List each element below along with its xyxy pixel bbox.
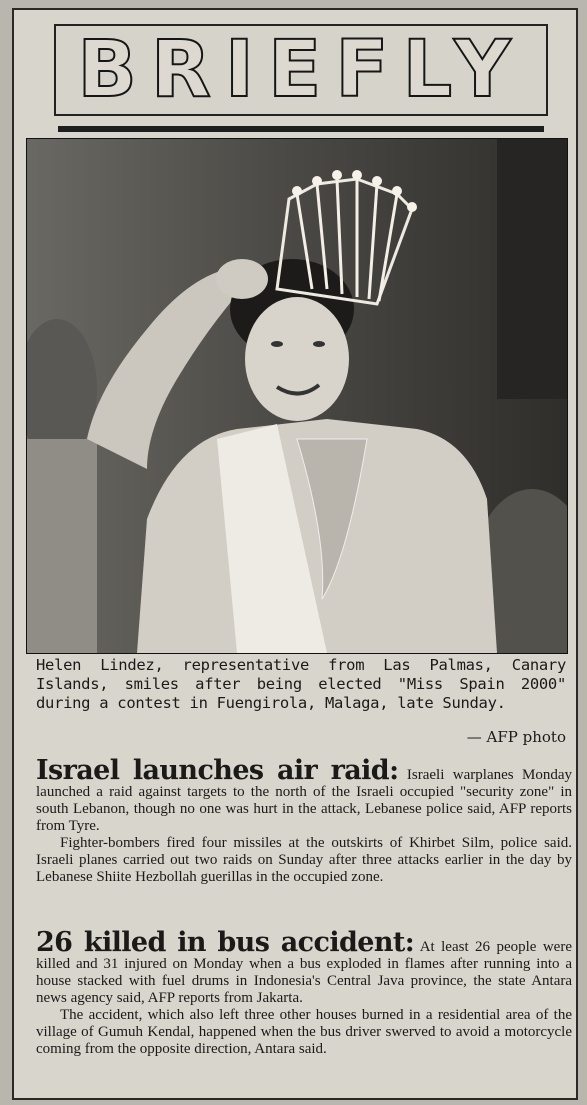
story-body: Fighter-bombers fired four missiles at the outskirts of Khirbet Silm, police said. Israeli planes carried out two raids on Sunday after three attacks earlier in the day by Lebanese Shiite Hezbollah guerillas in the occupied zone.	[36, 835, 572, 885]
story-headline: Israel launches air raid:	[36, 755, 399, 786]
news-clipping	[12, 8, 578, 1100]
masthead-title: BRIEFLY	[77, 25, 525, 115]
photo-illustration	[27, 139, 567, 653]
story-bus-accident	[36, 927, 572, 1058]
story-lead: At least 26 people were killed and 31 injured on Monday when a bus exploded in flames after running into a house stacked with fuel drums in Indonesia's Central Java province, the state Antara news agency said, AFP reports from Jakarta.	[36, 939, 572, 1006]
story-body: The accident, which also left three other houses burned in a residential area of the village of Gumuh Kendal, happened when the bus driver swerved to avoid a motorcycle coming from the opposite direction, Antara said.	[36, 1007, 572, 1057]
masthead-rule	[58, 126, 544, 132]
photo-credit: — AFP photo	[466, 728, 566, 746]
story-israel-air-raid	[36, 755, 573, 886]
story-lead: Israeli warplanes Monday launched a raid against targets to the north of the Israeli occupied "security zone" in south Lebanon, though no one was hurt in the attack, Lebanese police said, AFP reports from Tyre.	[36, 767, 573, 834]
news-photo	[26, 138, 568, 654]
photo-caption: Helen Lindez, representative from Las Palmas, Canary Islands, smiles after being elected "Miss Spain 2000" during a contest in Fuengirola, Malaga, late Sunday.	[36, 656, 566, 712]
masthead-box	[54, 24, 548, 116]
story-headline: 26 killed in bus accident:	[36, 927, 415, 958]
